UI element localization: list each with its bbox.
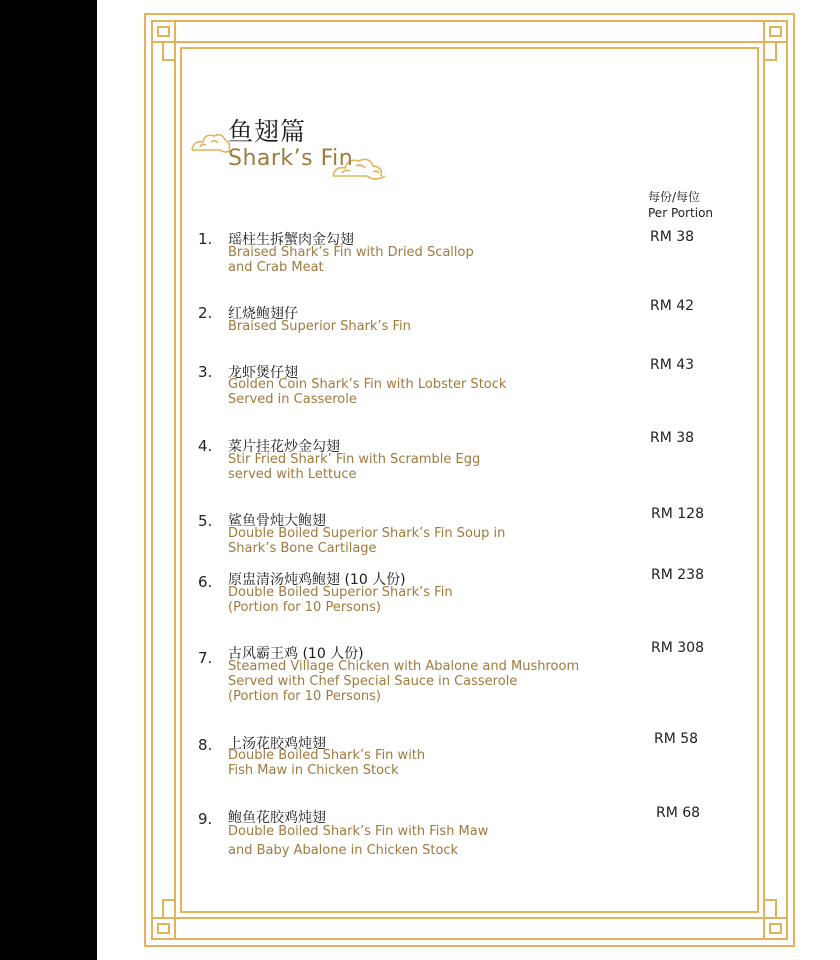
item-description-line: Golden Coin Shark’s Fin with Lobster Stock: [228, 377, 507, 392]
item-number: 9.: [198, 810, 213, 828]
item-description-line: Double Boiled Shark’s Fin with Fish Maw: [228, 824, 489, 839]
item-number: 1.: [198, 230, 213, 248]
item-name-english: [228, 377, 506, 407]
item-description-line: Double Boiled Superior Shark’s Fin: [228, 585, 453, 600]
item-description-line: Fish Maw in Chicken Stock: [228, 763, 399, 778]
item-name-chinese: 原盅清汤炖鸡鲍翅 (10 人份): [228, 572, 406, 588]
item-description-line: Stir Fried Shark’ Fin with Scramble Egg: [228, 452, 481, 467]
item-description-line: Double Boiled Shark’s Fin with: [228, 748, 426, 763]
item-description-line: Served with Chef Special Sauce in Casserole: [228, 674, 518, 689]
item-number: 3.: [198, 363, 213, 381]
item-price: RM 43: [650, 357, 695, 373]
item-description-line: (Portion for 10 Persons): [228, 600, 381, 615]
item-description-line: Braised Superior Shark’s Fin: [228, 319, 411, 334]
menu-page: [97, 0, 840, 960]
item-name-chinese: 菜片挂花炒金勾翅: [228, 439, 340, 455]
item-price: RM 128: [651, 506, 704, 522]
item-description-line: Braised Shark’s Fin with Dried Scallop: [228, 245, 474, 260]
price-header-english: Per Portion: [648, 206, 714, 220]
item-description-line: Steamed Village Chicken with Abalone and Mushroom: [228, 659, 580, 674]
item-price: RM 68: [656, 805, 701, 821]
item-price: RM 38: [650, 229, 695, 245]
item-number: 5.: [198, 512, 213, 530]
item-price: RM 308: [651, 640, 704, 656]
item-price: RM 42: [650, 298, 695, 314]
item-name-english: [228, 319, 411, 334]
item-price: RM 238: [651, 567, 704, 583]
item-name-english: [228, 822, 488, 860]
item-name-english: [228, 452, 480, 482]
price-header-chinese: 每份/每位: [648, 190, 701, 204]
item-name-english: [228, 245, 474, 275]
item-name-chinese: 红烧鲍翅仔: [228, 306, 298, 322]
item-name-english: [228, 585, 453, 615]
item-number: 8.: [198, 736, 213, 754]
item-name-english: [228, 748, 425, 778]
item-number: 2.: [198, 304, 213, 322]
section-title-chinese: 鱼翅篇: [228, 117, 307, 146]
price-column-header: [648, 189, 713, 221]
section-title-english: Shark’s Fin: [228, 146, 354, 171]
item-name-chinese: 鲍鱼花胶鸡炖翅: [228, 810, 326, 826]
item-number: 4.: [198, 437, 213, 455]
item-description-line: and Crab Meat: [228, 260, 324, 275]
item-description-line: Double Boiled Superior Shark’s Fin Soup in: [228, 526, 506, 541]
item-name-chinese: 鲨鱼骨炖大鲍翅: [228, 513, 326, 529]
item-price: RM 58: [654, 731, 699, 747]
cloud-ornament-icon: [190, 130, 232, 158]
item-name-chinese: 龙虾煲仔翅: [228, 365, 298, 381]
item-description-line: (Portion for 10 Persons): [228, 689, 381, 704]
item-description-line: Served in Casserole: [228, 392, 357, 407]
item-name-english: [228, 526, 505, 556]
item-name-chinese: 瑶柱生拆蟹肉金勾翅: [228, 232, 354, 248]
item-description-line: served with Lettuce: [228, 467, 357, 482]
item-name-chinese: 古风霸王鸡 (10 人份): [228, 646, 364, 662]
item-name-chinese: 上汤花胶鸡炖翅: [228, 736, 326, 752]
item-number: 6.: [198, 573, 213, 591]
item-price: RM 38: [650, 430, 695, 446]
item-name-english: [228, 659, 579, 704]
item-description-line: and Baby Abalone in Chicken Stock: [228, 843, 459, 858]
item-description-line: Shark’s Bone Cartilage: [228, 541, 377, 556]
item-number: 7.: [198, 649, 213, 667]
